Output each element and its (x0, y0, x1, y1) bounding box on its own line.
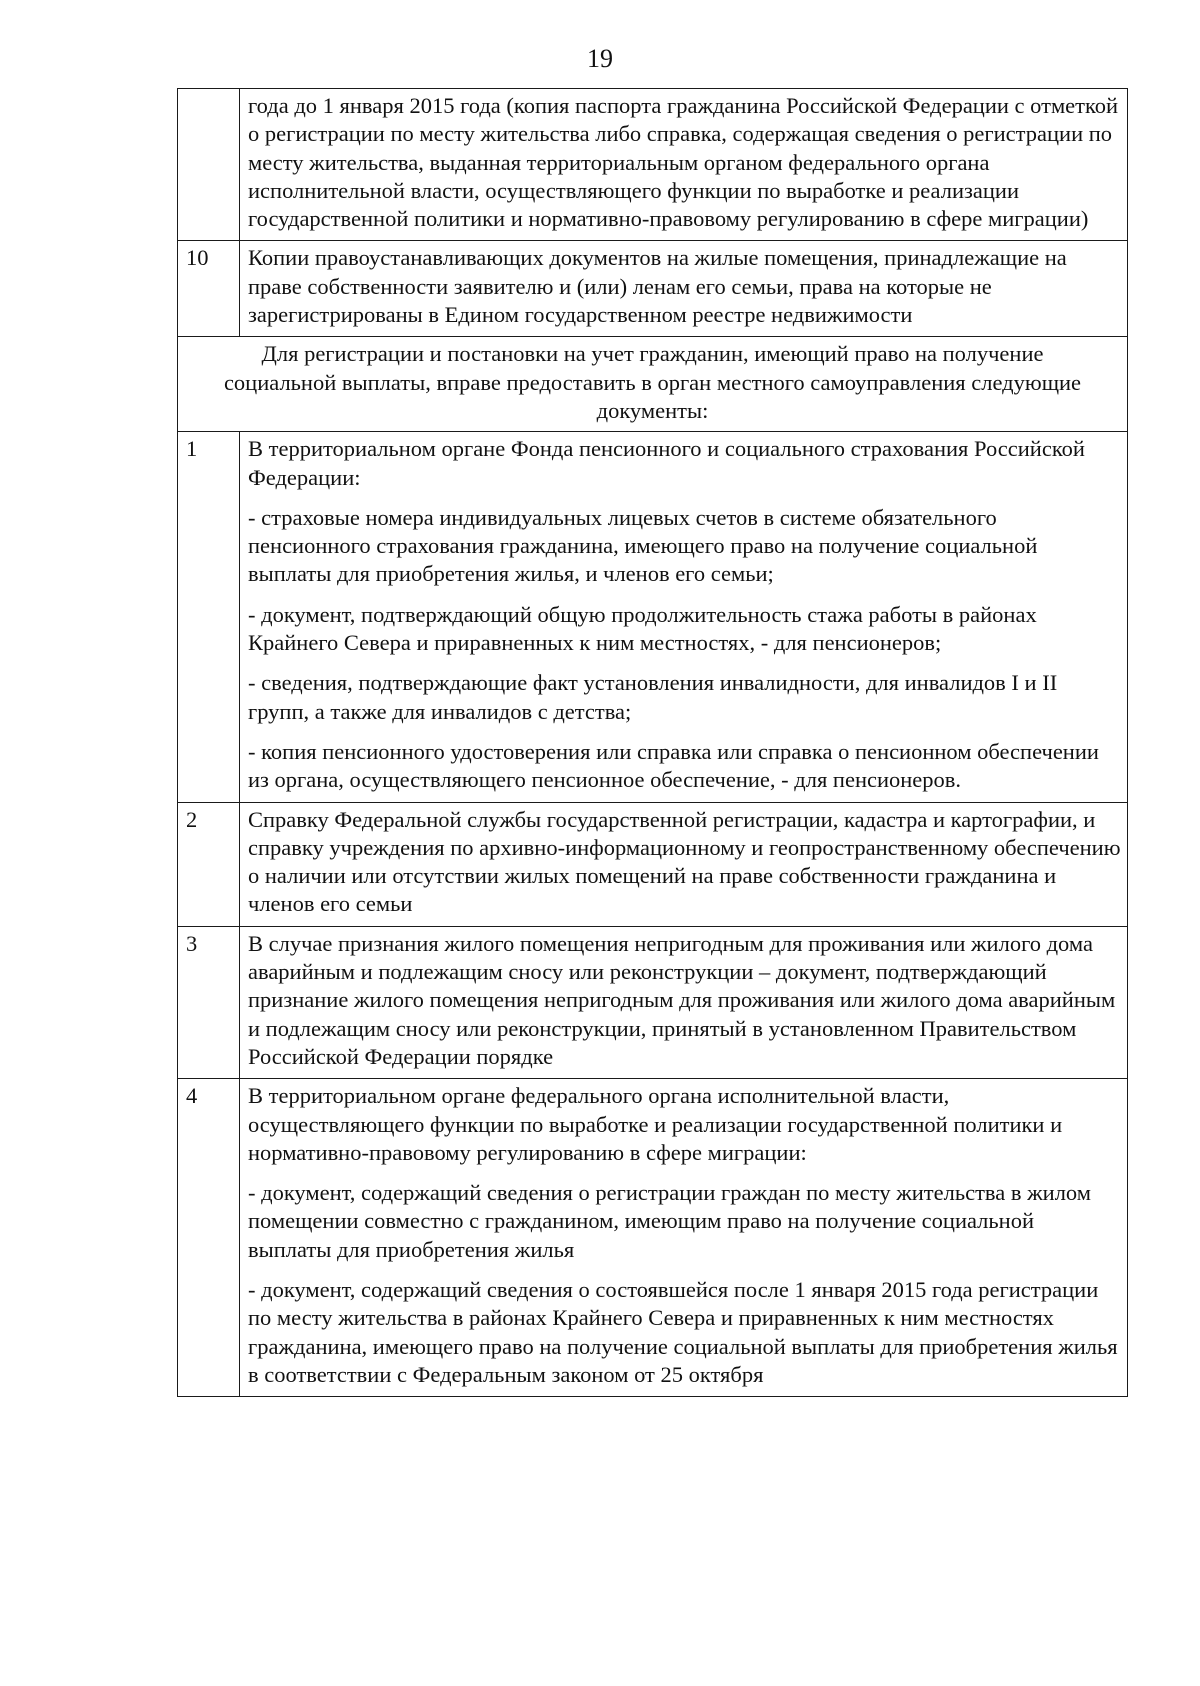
page-number: 19 (587, 44, 613, 73)
row-paragraph: - страховые номера индивидуальных лицевых счетов в системе обязательного пенсионного страхования гражданина, имеющего право на получение социальной выплаты для приобретения жилья, и членов его семьи; (248, 504, 1038, 587)
table-row (178, 1079, 1128, 1397)
row-paragraph: - копия пенсионного удостоверения или справка или справка о пенсионном обеспечении из органа, осуществляющего пенсионное обеспечение, - для пенсионеров. (248, 738, 1099, 793)
table-row (178, 432, 1128, 802)
table-row (178, 89, 1128, 241)
table-row (178, 926, 1128, 1078)
documents-table-body (178, 89, 1128, 1397)
row-paragraph: В территориальном органе федерального органа исполнительной власти, осуществляющего функции по выработке и реализации государственной политики и нормативно-правовому регулированию в сфере миграции: (248, 1083, 1063, 1165)
row-content (240, 89, 1128, 241)
row-content (240, 432, 1128, 802)
row-paragraph: - сведения, подтверждающие факт установления инвалидности, для инвалидов I и II групп, а также для инвалидов с детства; (248, 670, 1058, 724)
row-content (240, 802, 1128, 926)
row-paragraph: Копии правоустанавливающих документов на жилые помещения, принадлежащие на праве собственности заявителю и (или) ленам его семьи, права на которые не зарегистрированы в Едином государственном реестре недвижимости (248, 245, 1067, 328)
row-number: 10 (178, 241, 240, 337)
row-content (240, 1079, 1128, 1397)
row-content (240, 241, 1128, 337)
row-paragraph: года до 1 января 2015 года (копия паспорта гражданина Российской Федерации с отметкой о регистрации по месту жительства либо справка, содержащая сведения о регистрации по месту жительства, выданная территориальным органом федерального органа исполнительной власти, осуществляющего функции по выработке и реализации государственной политики и нормативно-правовому регулированию в сфере миграции) (248, 93, 1119, 232)
documents-table (177, 88, 1128, 1397)
row-number: 3 (178, 926, 240, 1078)
row-number (178, 89, 240, 241)
row-content (240, 926, 1128, 1078)
row-paragraph: В территориальном органе Фонда пенсионного и социального страхования Российской Федерации: (248, 436, 1085, 490)
row-number: 1 (178, 432, 240, 802)
section-heading-row (178, 337, 1128, 432)
row-paragraph: - документ, содержащий сведения о состоявшейся после 1 января 2015 года регистрации по месту жительства в районах Крайнего Севера и приравненных к ним местностях гражданина, имеющего право на получение социальной выплаты для приобретения жилья в соответствии с Федеральным законом от 25 октября (248, 1276, 1118, 1387)
row-paragraph: Справку Федеральной службы государственной регистрации, кадастра и картографии, и справку учреждения по архивно-информационному и геопространственному обеспечению о наличии или отсутствии жилых помещений на праве собственности гражданина и членов его семьи (248, 806, 1121, 917)
row-number: 4 (178, 1079, 240, 1397)
row-paragraph: В случае признания жилого помещения непригодным для проживания или жилого дома аварийным и подлежащим сносу или реконструкции – документ, подтверждающий признание жилого помещения непригодным для проживания или жилого дома аварийным и подлежащим сносу или реконструкции, принятый в установленном Правительством Российской Федерации порядке (248, 930, 1116, 1069)
row-paragraph: - документ, содержащий сведения о регистрации граждан по месту жительства в жилом помещении совместно с гражданином, имеющим право на получение социальной выплаты для приобретения жилья (248, 1180, 1091, 1262)
table-row (178, 802, 1128, 926)
row-number: 2 (178, 802, 240, 926)
section-heading: Для регистрации и постановки на учет гражданин, имеющий право на получение социальной выплаты, вправе предоставить в орган местного самоуправления следующие документы: (178, 337, 1128, 432)
row-paragraph: - документ, подтверждающий общую продолжительность стажа работы в районах Крайнего Севера и приравненных к ним местностях, - для пенсионеров; (248, 601, 1037, 656)
table-row (178, 241, 1128, 337)
